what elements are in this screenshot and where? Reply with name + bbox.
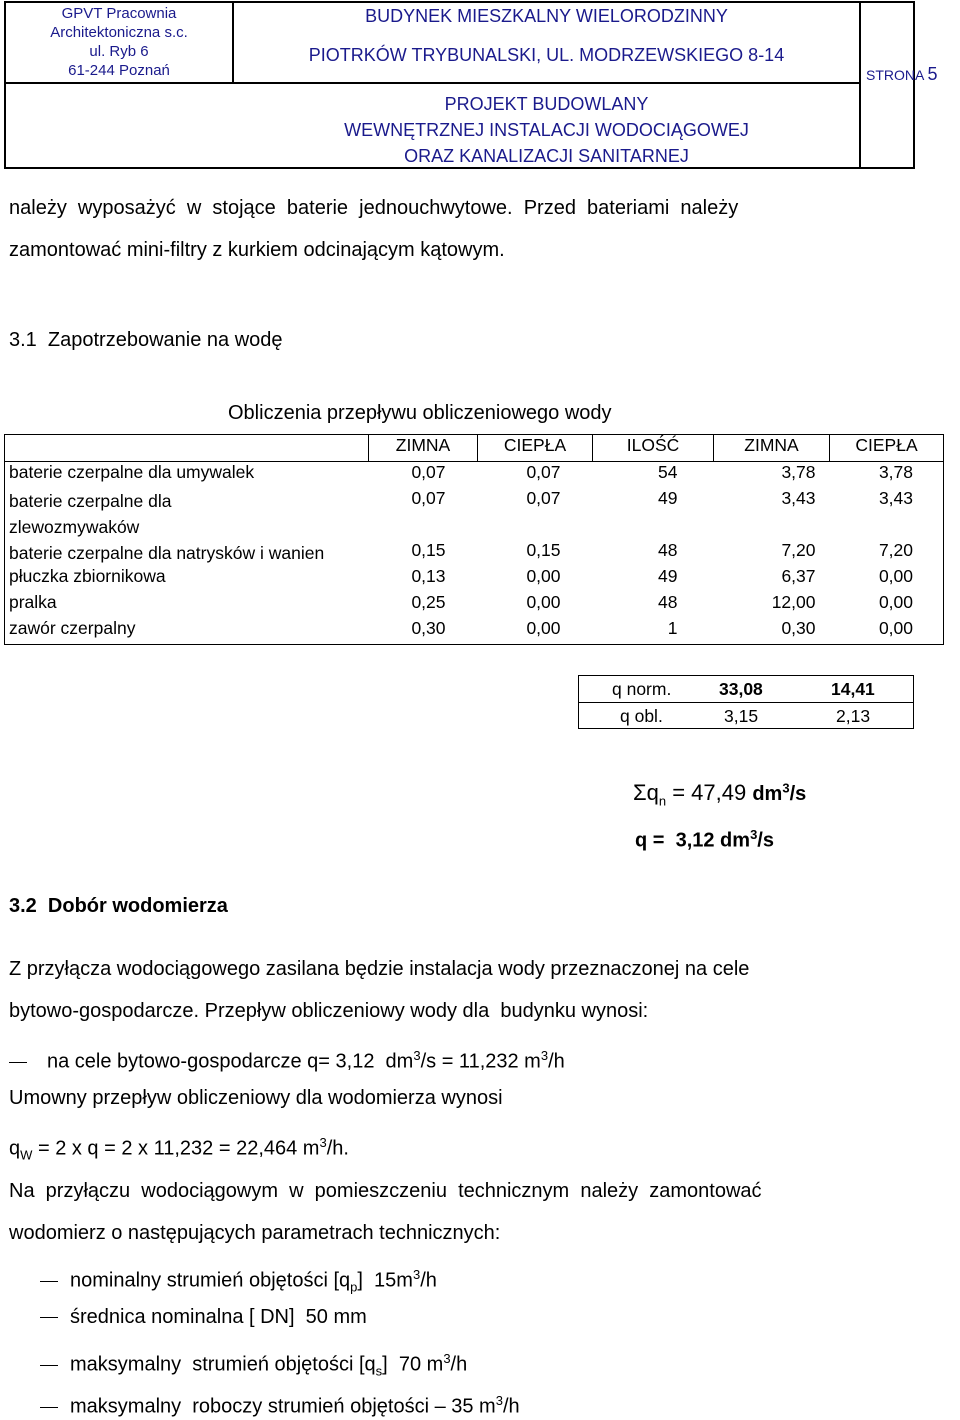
building-title: BUDYNEK MIESZKALNY WIELORODZINNY — [365, 6, 728, 26]
firm-line-2: Architektoniczna s.c. — [50, 24, 188, 41]
row-name: baterie czerpalne dla natrysków i wanien — [9, 543, 325, 563]
col-ilosc: ILOŚĆ — [593, 435, 714, 462]
dash-icon — [40, 1407, 58, 1408]
dash-icon — [40, 1365, 58, 1366]
cell: 0,00 — [526, 618, 561, 638]
param-item: maksymalny strumień objętości $[q_s]$ 70 $m^3/h$ — [40, 1346, 467, 1385]
cell: 0,00 — [878, 592, 913, 612]
row-name: zawór czerpalny — [9, 618, 136, 638]
cell: 0,07 — [526, 488, 561, 508]
cell: 7,20 — [781, 540, 816, 560]
cell: 12,00 — [771, 592, 816, 612]
cell: 0,15 — [411, 540, 446, 560]
cell: 0,13 — [411, 566, 446, 586]
table-header-row — [5, 435, 944, 462]
cell: 49 — [658, 488, 678, 508]
header-divider — [4, 82, 861, 84]
section-3-1-title: 3.1 Zapotrzebowanie na wodę — [9, 329, 283, 351]
param-item: nominalny strumień objętości $[q_p]$ $15m^3/h$ — [40, 1262, 437, 1301]
row-name: baterie czerpalne dla zlewozmywaków — [9, 491, 172, 537]
row-name: płuczka zbiornikowa — [9, 566, 166, 586]
building-address: PIOTRKÓW TRYBUNALSKI, UL. MODRZEWSKIEGO 8-14 — [308, 45, 785, 65]
qobl-cold: 3,15 — [724, 706, 759, 726]
qnorm-label: q norm. — [612, 679, 672, 699]
project-title — [234, 91, 859, 169]
row-name: pralka — [9, 592, 57, 612]
cell: 1 — [667, 618, 678, 638]
qobl-label: q obl. — [620, 706, 663, 726]
calculation-table — [4, 434, 944, 645]
dash-icon — [40, 1281, 58, 1282]
cell: 0,00 — [878, 566, 913, 586]
dash-icon — [40, 1317, 58, 1318]
project-line-1: PROJEKT BUDOWLANY — [444, 94, 649, 114]
p2-line-1: Na przyłączu wodociągowym w pomieszczeniu technicznym należy zamontować — [9, 1180, 762, 1202]
table-row — [5, 566, 944, 592]
cell: 6,37 — [781, 566, 816, 586]
table-row — [5, 540, 944, 566]
page-number-box — [859, 1, 915, 169]
qobl-hot: 2,13 — [836, 706, 871, 726]
col-ciepla-1: CIEPŁA — [478, 435, 593, 462]
page-number: 5 — [927, 64, 938, 84]
q-summary-divider — [578, 702, 914, 703]
q-result: q = 3,12 $dm^3/s$ — [635, 827, 774, 852]
cell: 3,78 — [878, 462, 913, 482]
cell: 49 — [658, 566, 678, 586]
intro-line-1: należy wyposażyć w stojące baterie jednouchwytowe. Przed bateriami należy — [9, 197, 739, 219]
table-title: Obliczenia przepływu obliczeniowego wody — [228, 402, 612, 424]
cell: 0,30 — [411, 618, 446, 638]
umowny-text: Umowny przepływ obliczeniowy dla wodomierza wynosi — [9, 1087, 503, 1109]
cell: 0,00 — [526, 566, 561, 586]
cell: 0,07 — [411, 462, 446, 482]
table-row — [5, 592, 944, 618]
col-zimna-2: ZIMNA — [714, 435, 830, 462]
cell: 48 — [658, 540, 678, 560]
qnorm-hot: 14,41 — [831, 679, 875, 699]
cell: 3,43 — [781, 488, 816, 508]
section-3-2-title: 3.2 Dobór wodomierza — [9, 895, 228, 917]
cell: 54 — [658, 462, 678, 482]
qnorm-cold: 33,08 — [719, 679, 763, 699]
table-row — [5, 618, 944, 645]
col-ciepla-2: CIEPŁA — [830, 435, 944, 462]
cell: 0,25 — [411, 592, 446, 612]
col-zimna-1: ZIMNA — [369, 435, 478, 462]
cell: 0,15 — [526, 540, 561, 560]
param-item: średnica nominalna [ DN] 50 mm — [40, 1304, 367, 1330]
page-label: STRONA 5 — [866, 64, 938, 84]
sum-qn: $\Sigma q_n = 47,49$ $dm^3/s$ — [633, 780, 807, 809]
firm-line-3: ul. Ryb 6 — [89, 43, 149, 60]
row-name: baterie czerpalne dla umywalek — [9, 462, 255, 482]
firm-line-1: GPVT Pracownia — [61, 5, 177, 22]
cell: 0,07 — [411, 488, 446, 508]
cell: 0,00 — [878, 618, 913, 638]
table-row — [5, 488, 944, 540]
cell: 0,07 — [526, 462, 561, 482]
p2-line-2: wodomierz o następujących parametrach technicznych: — [9, 1222, 501, 1244]
cell: 0,30 — [781, 618, 816, 638]
cell: 7,20 — [878, 540, 913, 560]
cell: 0,00 — [526, 592, 561, 612]
table-row — [5, 462, 944, 489]
project-line-2: WEWNĘTRZNEJ INSTALACJI WODOCIĄGOWEJ — [344, 120, 749, 140]
p1-line-2: bytowo-gospodarcze. Przepływ obliczeniowy wody dla budynku wynosi: — [9, 1000, 649, 1022]
project-line-3: ORAZ KANALIZACJI SANITARNEJ — [404, 146, 689, 166]
bullet-flow: na cele bytowo-gospodarcze q= 3,12 $dm^3/s = 11,232$ $m^3/h$ — [9, 1043, 565, 1075]
dash-icon — [9, 1062, 27, 1063]
qw-formula: $q_W = 2$ x q = 2 x 11,232 = 22,464 $m^3/h$. — [9, 1135, 349, 1163]
firm-line-4: 61-244 Poznań — [68, 62, 170, 79]
cell: 48 — [658, 592, 678, 612]
p1-line-1: Z przyłącza wodociągowego zasilana będzie instalacja wody przeznaczonej na cele — [9, 958, 750, 980]
intro-line-2: zamontować mini-filtry z kurkiem odcinającym kątowym. — [9, 239, 505, 261]
cell: 3,78 — [781, 462, 816, 482]
cell: 3,43 — [878, 488, 913, 508]
param-item: maksymalny roboczy strumień objętości – 35 $m^3/h$ — [40, 1388, 520, 1420]
